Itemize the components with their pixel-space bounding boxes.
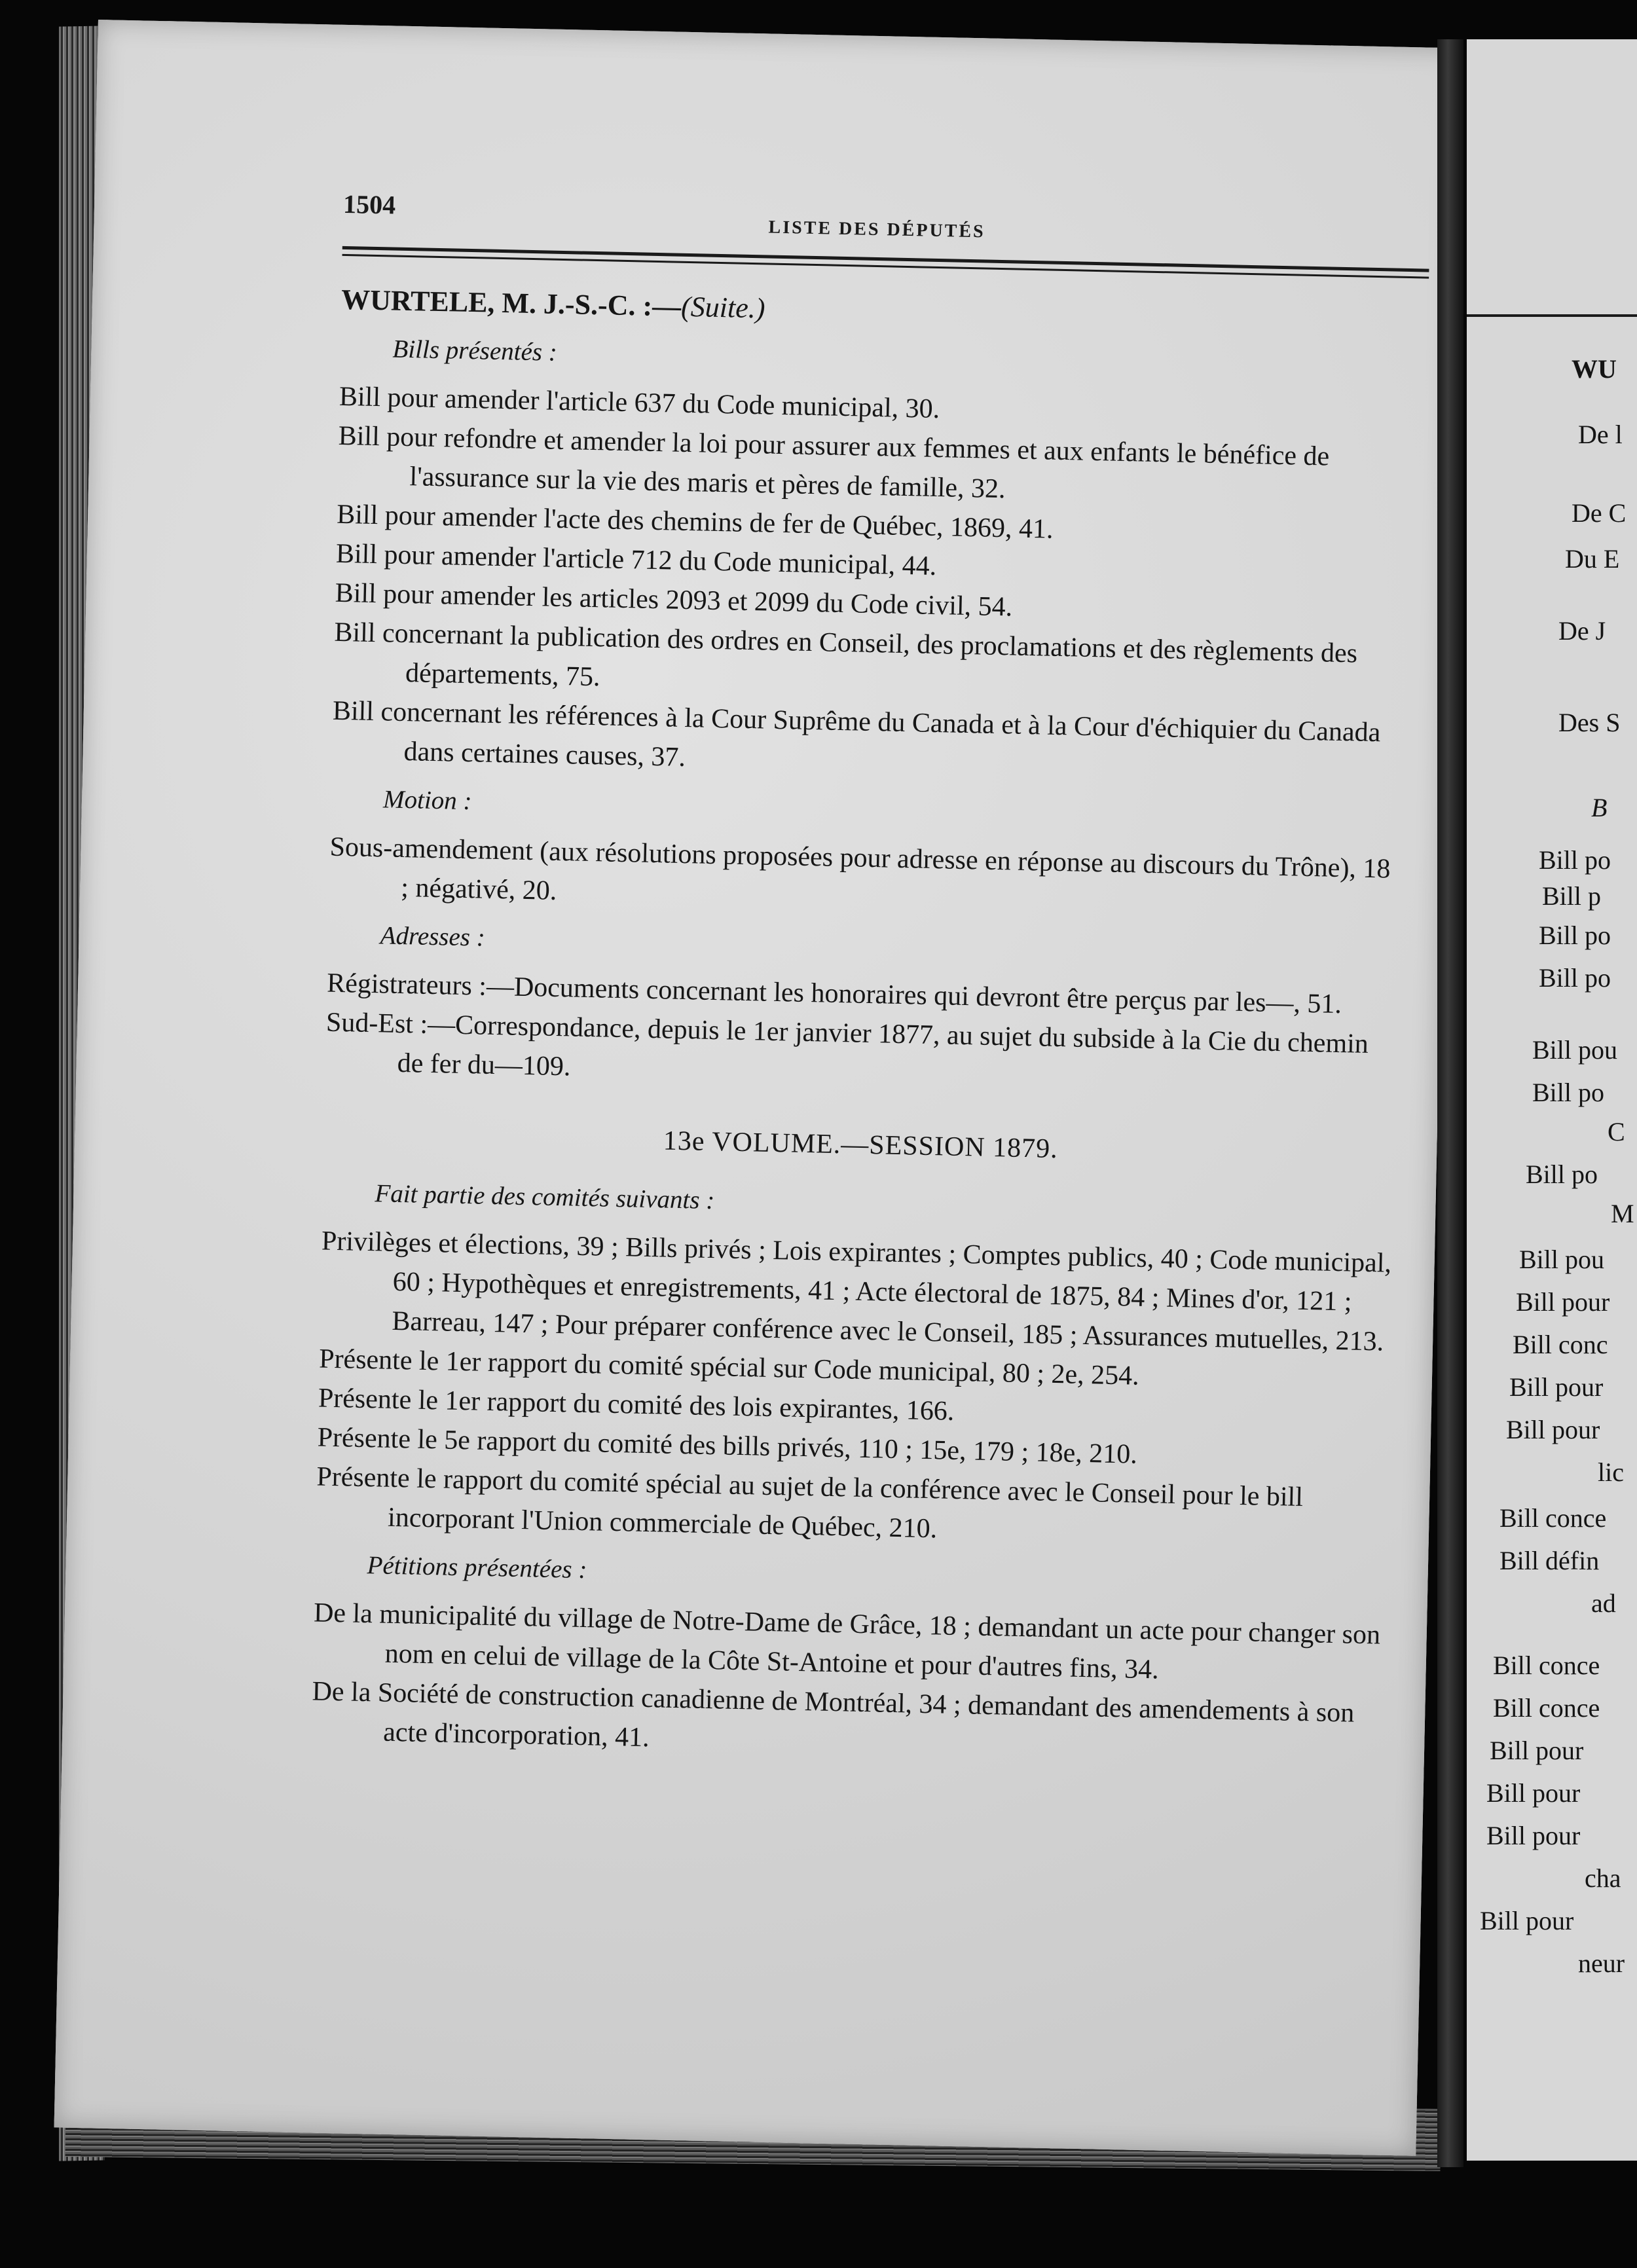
comite-item: Présente le 5e rapport du comité des bills privés, 110 ; 15e, 179 ; 18e, 210. [317, 1422, 1138, 1470]
right-fragment: ad [1591, 1588, 1616, 1618]
motion-item: Sous-amendement (aux résolutions proposées pour adresse en réponse au discours du Trône), 18 ; négativé, 20. [329, 832, 1391, 906]
right-fragment: Bill pou [1532, 1035, 1618, 1065]
right-fragment: lic [1598, 1457, 1624, 1487]
right-fragment: neur [1578, 1948, 1625, 1978]
right-fragment: Bill pour [1506, 1415, 1600, 1444]
comite-item: Privilèges et élections, 39 ; Bills privés ; Lois expirantes ; Comptes publics, 40 ; Code municipal, 60 ; Hypothèques et enregistrements, 41 ; Acte électoral de 1875, 84 ; Mines d'or, 121 ; Barreau, 147 ; Pour préparer conférence avec le Conseil, 185 ; Assurances mutuelles, 213. [321, 1226, 1392, 1357]
right-fragment: Bill po [1539, 921, 1611, 950]
right-fragment: De J [1558, 616, 1606, 646]
right-fragment: Bill po [1539, 845, 1611, 875]
bill-item: Bill pour amender les articles 2093 et 2099 du Code civil, 54. [335, 577, 1013, 623]
page-body [311, 280, 1416, 1773]
right-fragment: Bill po [1539, 963, 1611, 993]
right-fragment: Bill pou [1519, 1245, 1605, 1274]
right-fragment: Bill pour [1486, 1821, 1581, 1850]
bill-item: Bill pour refondre et amender la loi pour assurer aux femmes et aux enfants le bénéfice de l'assurance sur la vie des maris et pères de famille, 32. [338, 420, 1330, 505]
left-page [54, 20, 1460, 2156]
right-fragment: C [1608, 1117, 1625, 1146]
right-fragment: Du E [1565, 544, 1620, 574]
petition-item: De la Société de construction canadienne de Montréal, 34 ; demandant des amendements à son acte d'incorporation, 41. [312, 1676, 1355, 1753]
running-head: LISTE DES DÉPUTÉS [768, 217, 985, 242]
right-fragment: De C [1572, 498, 1627, 528]
bill-item: Bill pour amender l'article 637 du Code municipal, 30. [339, 381, 940, 425]
comites-heading: Fait partie des comités suivants : [375, 1179, 715, 1215]
suite-label: (Suite.) [680, 290, 765, 325]
right-fragment: cha [1585, 1863, 1621, 1893]
comite-item: Présente le 1er rapport du comité spécial sur Code municipal, 80 ; 2e, 254. [318, 1344, 1140, 1391]
right-fragment: Bill pour [1516, 1287, 1610, 1317]
page-number: 1504 [342, 189, 396, 220]
right-fragment: WU [1572, 354, 1617, 384]
right-fragment: De l [1578, 420, 1623, 449]
adresse-item: Sud-Est :—Correspondance, depuis le 1er janvier 1877, au sujet du subside à la Cie du chemin de fer du—109. [325, 1007, 1369, 1082]
right-fragment: Bill conce [1499, 1503, 1607, 1533]
right-fragment: Bill p [1542, 881, 1602, 911]
comite-item: Présente le 1er rapport du comité des lois expirantes, 166. [318, 1383, 955, 1427]
right-fragment: Bill pour [1480, 1906, 1574, 1935]
petition-item: De la municipalité du village de Notre-Dame de Grâce, 18 ; demandant un acte pour changer son nom en celui de village de la Côte St-Antoine et pour d'autres fins, 34. [313, 1598, 1381, 1685]
right-fragment: Bill conce [1493, 1693, 1600, 1723]
comite-item: Présente le rapport du comité spécial au sujet de la conférence avec le Conseil pour le bill incorporant l'Union commerciale de Québec, 210. [316, 1461, 1304, 1545]
volume-heading: 13e VOLUME.—SESSION 1879. [663, 1125, 1059, 1165]
right-fragment: B [1591, 793, 1608, 822]
bill-item: Bill concernant la publication des ordres en Conseil, des proclamations et des règlements des départements, 75. [334, 617, 1358, 693]
right-fragment: Bill conce [1493, 1651, 1600, 1680]
right-fragment: Bill po [1526, 1160, 1598, 1189]
right-page-fragment [1467, 39, 1637, 2161]
right-fragment: Bill pour [1490, 1736, 1584, 1765]
right-fragment: Bill pour [1486, 1778, 1581, 1808]
bill-item: Bill pour amender l'article 712 du Code municipal, 44. [335, 538, 937, 581]
bill-item: Bill pour amender l'acte des chemins de fer de Québec, 1869, 41. [336, 499, 1054, 545]
deputy-name: WURTELE, M. J.-S.-C. :— [340, 283, 682, 323]
petitions-heading: Pétitions présentées : [367, 1551, 587, 1584]
adresses-heading: Adresses : [380, 921, 486, 952]
right-fragment: Bill défin [1499, 1546, 1600, 1575]
bills-heading: Bills présentés : [392, 335, 558, 367]
right-fragment: Bill pour [1509, 1372, 1604, 1402]
right-fragment: M [1611, 1199, 1634, 1228]
right-fragment: Bill po [1532, 1078, 1605, 1107]
motion-heading: Motion : [382, 785, 472, 816]
adresse-item: Régistrateurs :—Documents concernant les honoraires qui devront être perçus par les—, 51. [326, 968, 1342, 1020]
right-fragment: Bill conc [1513, 1330, 1608, 1359]
right-page-rule [1467, 314, 1637, 317]
bill-item: Bill concernant les références à la Cour Suprême du Canada et à la Cour d'échiquier du Canada dans certaines causes, 37. [332, 695, 1381, 773]
book-gutter [1437, 39, 1463, 2167]
right-fragment: Des S [1558, 708, 1621, 737]
